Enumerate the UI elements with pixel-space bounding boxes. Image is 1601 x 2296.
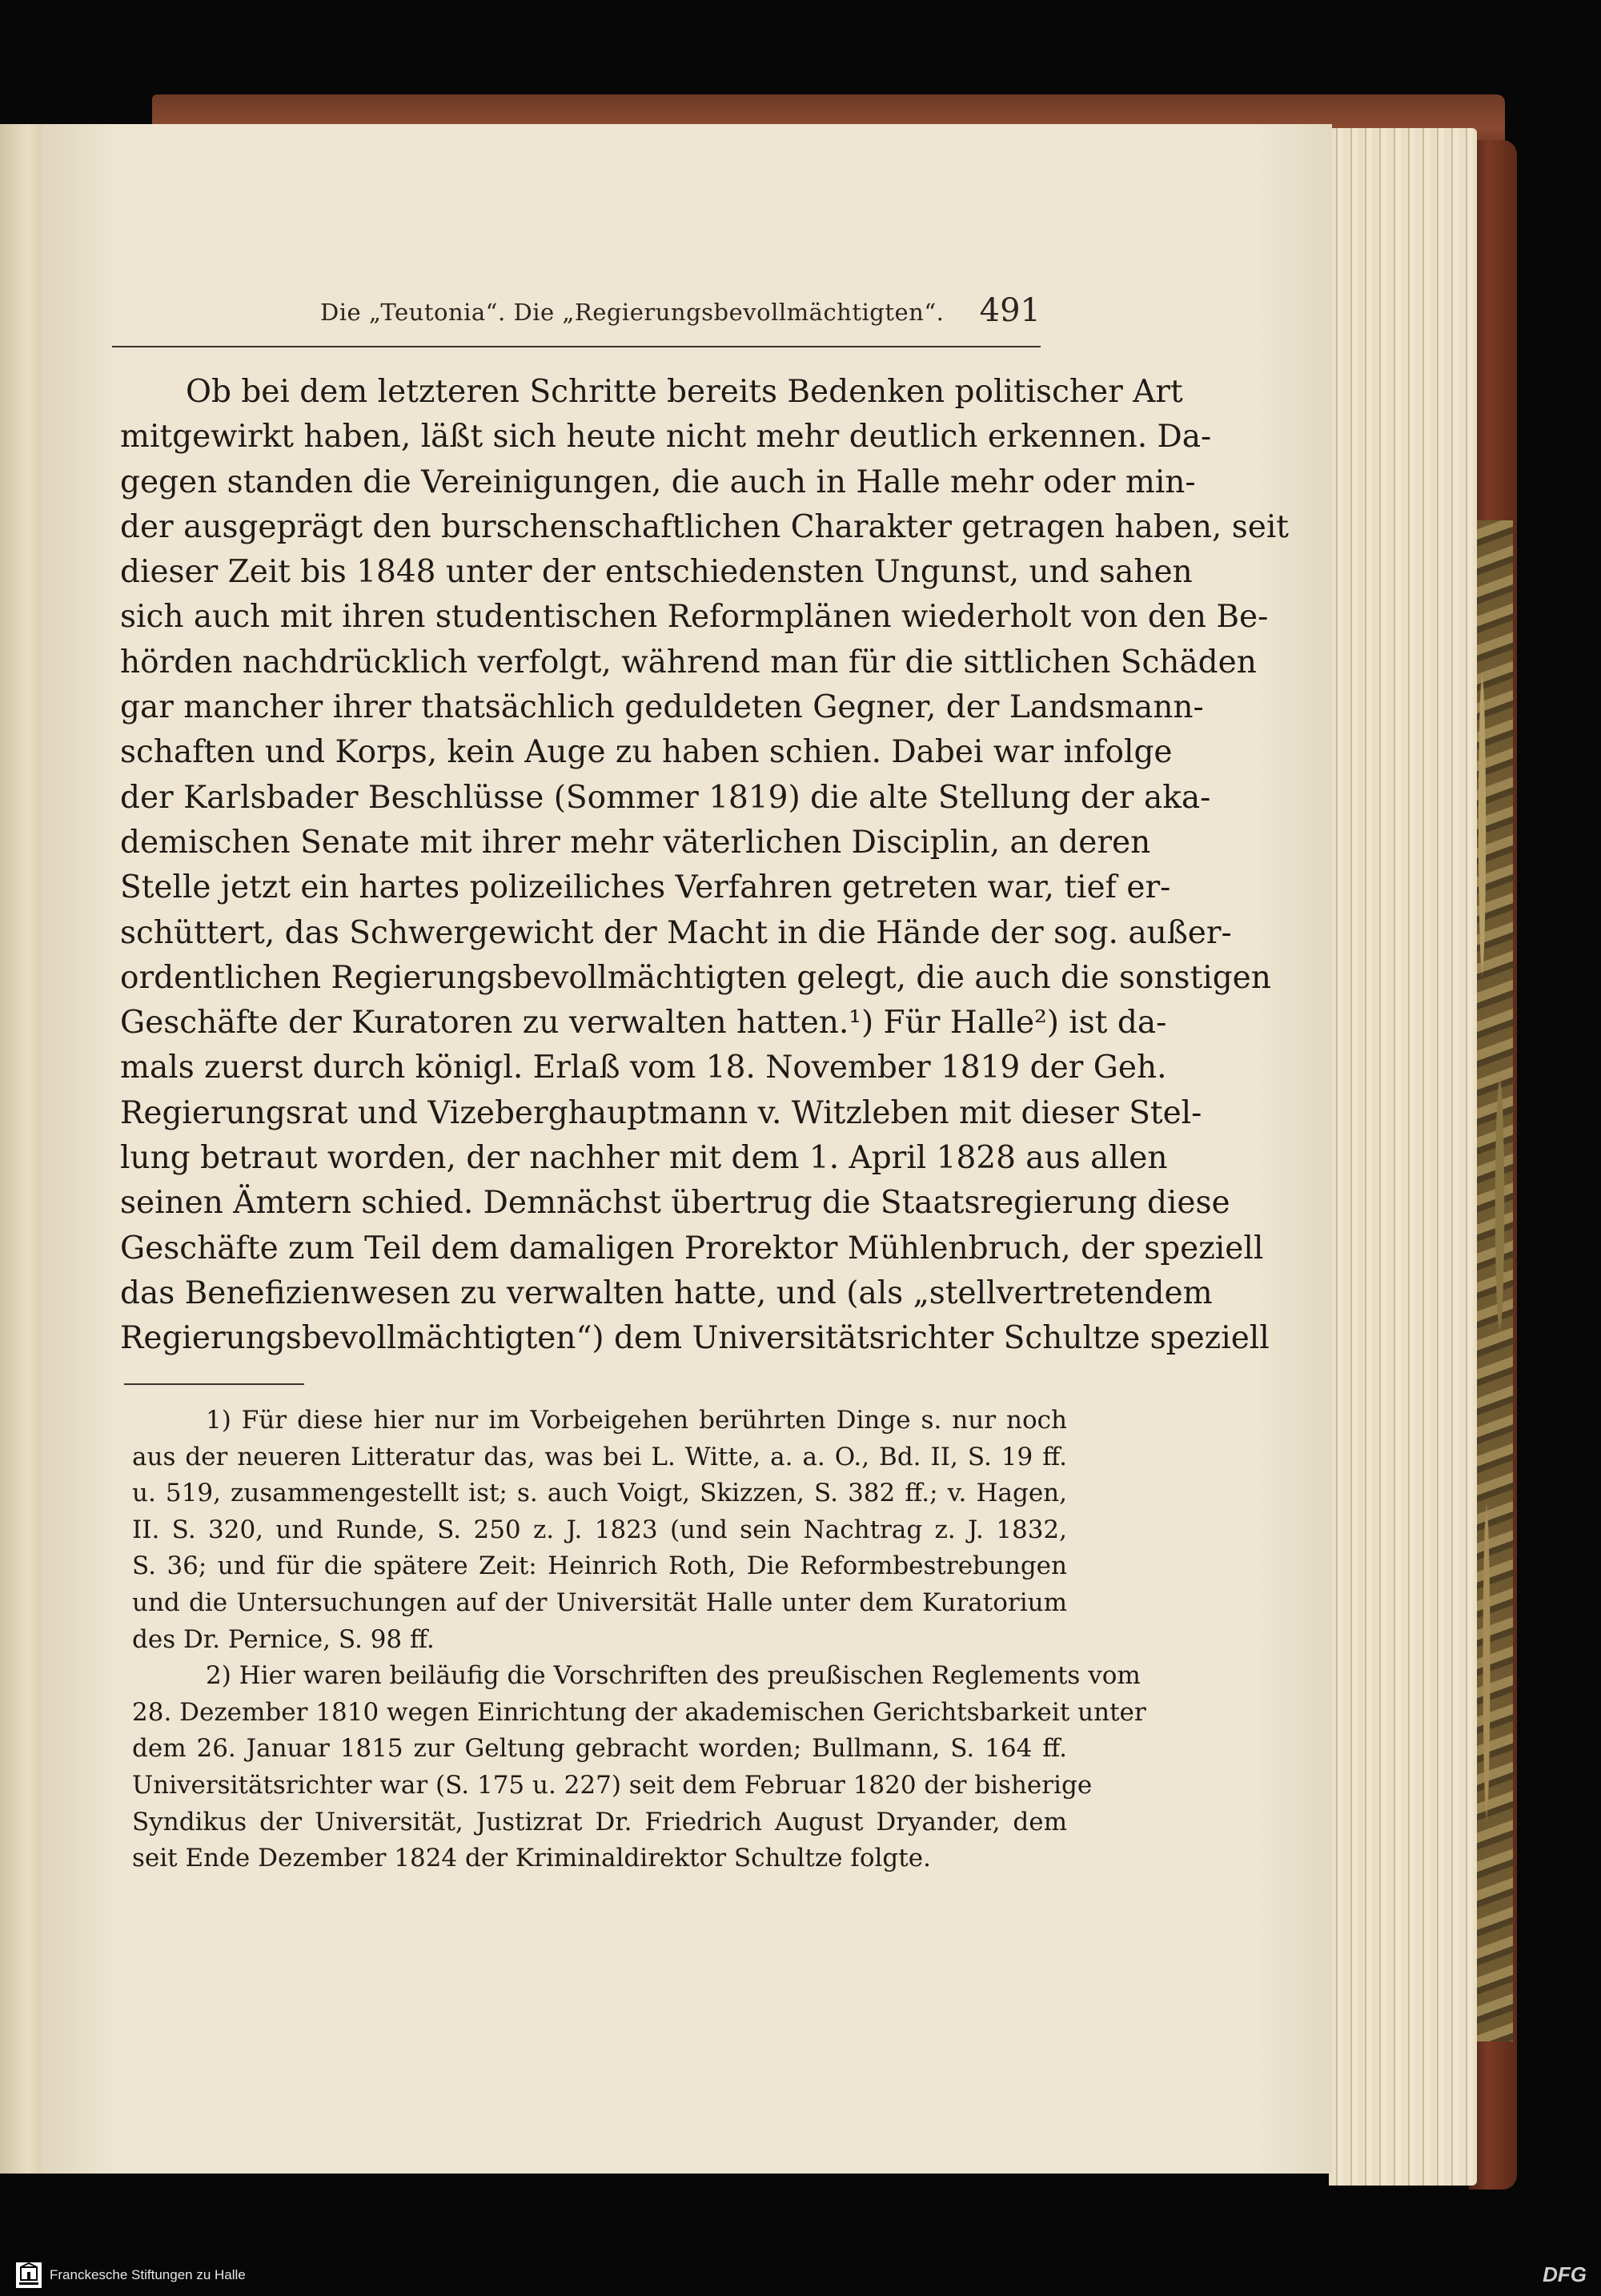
footer-bar: [0, 2256, 1601, 2296]
body-line: schaften und Korps, kein Auge zu haben schien. Dabei war infolge: [120, 734, 1173, 771]
body-line: Geschäfte der Kuratoren zu verwalten hatten.¹) Für Halle²) ist da-: [120, 1005, 1167, 1042]
body-line: gar mancher ihrer thatsächlich geduldeten Gegner, der Landsmann-: [120, 689, 1204, 726]
body-line: Regierungsrat und Vizeberghauptmann v. Witzleben mit dieser Stel-: [120, 1094, 1202, 1131]
body-line: schüttert, das Schwergewicht der Macht in die Hände der sog. außer-: [120, 914, 1232, 951]
footnote-line: u. 519, zusammengestellt ist; s. auch Voigt, Skizzen, S. 382 ff.; v. Hagen,: [132, 1479, 1067, 1508]
footer-institution: Franckesche Stiftungen zu Halle: [50, 2267, 246, 2282]
footnote-line: und die Untersuchungen auf der Universität Halle unter dem Kuratorium: [132, 1588, 1067, 1617]
body-line: der ausgeprägt den burschenschaftlichen Charakter getragen haben, seit: [120, 508, 1289, 545]
footnote-line: 28. Dezember 1810 wegen Einrichtung der akademischen Gerichtsbarkeit unter: [132, 1697, 1146, 1727]
footnote-line: 1) Für diese hier nur im Vorbeigehen berührten Dinge s. nur noch: [206, 1406, 1067, 1435]
body-line: mals zuerst durch königl. Erlaß vom 18. November 1819 der Geh.: [120, 1050, 1167, 1086]
body-line: das Benefizienwesen zu verwalten hatte, und (als „stellvertretendem: [120, 1274, 1213, 1311]
body-line: Ob bei dem letzteren Schritte bereits Bedenken politischer Art: [186, 374, 1183, 410]
body-line: Regierungsbevollmächtigten“) dem Universitätsrichter Schultze speziell: [120, 1320, 1270, 1357]
footnote-line: S. 36; und für die spätere Zeit: Heinrich Roth, Die Reformbestrebungen: [132, 1551, 1067, 1581]
body-line: gegen standen die Vereinigungen, die auch in Halle mehr oder min-: [120, 464, 1196, 500]
body-line: der Karlsbader Beschlüsse (Sommer 1819) die alte Stellung der aka-: [120, 779, 1211, 816]
running-head: [112, 292, 1041, 340]
dfg-logo: DFG: [1543, 2262, 1587, 2286]
running-head-title: Die „Teutonia“. Die „Regierungsbevollmächtigten“.: [320, 299, 945, 326]
page-block-edges: [1329, 128, 1477, 2186]
body-line: dieser Zeit bis 1848 unter der entschiedensten Ungunst, und sahen: [120, 554, 1193, 591]
body-line: demischen Senate mit ihrer mehr väterlichen Disciplin, an deren: [120, 824, 1151, 861]
page-number: 491: [979, 292, 1041, 329]
footnote-line: Syndikus der Universität, Justizrat Dr. Friedrich August Dryander, dem: [132, 1807, 1067, 1836]
body-text: [120, 370, 1289, 1362]
body-line: Geschäfte zum Teil dem damaligen Prorektor Mühlenbruch, der speziell: [120, 1230, 1264, 1266]
footnote-line: seit Ende Dezember 1824 der Kriminaldirektor Schultze folgte.: [132, 1844, 931, 1873]
footnote-line: des Dr. Pernice, S. 98 ff.: [132, 1624, 435, 1654]
body-line: mitgewirkt haben, läßt sich heute nicht mehr deutlich erkennen. Da-: [120, 419, 1212, 456]
footnote-rule: [124, 1383, 304, 1385]
body-line: seinen Ämtern schied. Demnächst übertrug die Staatsregierung diese: [120, 1185, 1230, 1222]
footnote-line: 2) Hier waren beiläufig die Vorschriften des preußischen Reglements vom: [206, 1661, 1141, 1691]
body-line: Stelle jetzt ein hartes polizeiliches Verfahren getreten war, tief er-: [120, 869, 1171, 906]
francke-foundation-logo-icon: [14, 2261, 43, 2290]
body-line: sich auch mit ihren studentischen Reformplänen wiederholt von den Be-: [120, 599, 1269, 636]
previous-page-edge: [0, 124, 46, 2174]
header-rule: [112, 346, 1041, 347]
body-line: lung betraut worden, der nachher mit dem 1. April 1828 aus allen: [120, 1140, 1168, 1177]
footnote-line: aus der neueren Litteratur das, was bei L. Witte, a. a. O., Bd. II, S. 19 ff.: [132, 1442, 1067, 1471]
footnote-line: Universitätsrichter war (S. 175 u. 227) seit dem Februar 1820 der bisherige: [132, 1770, 1093, 1800]
footnote-line: II. S. 320, und Runde, S. 250 z. J. 1823 (und sein Nachtrag z. J. 1832,: [132, 1515, 1067, 1544]
body-line: ordentlichen Regierungsbevollmächtigten gelegt, die auch die sonstigen: [120, 959, 1271, 996]
body-line: hörden nachdrücklich verfolgt, während man für die sittlichen Schäden: [120, 644, 1257, 680]
footnotes: [132, 1403, 1146, 1877]
footnote-line: dem 26. Januar 1815 zur Geltung gebracht worden; Bullmann, S. 164 ff.: [132, 1734, 1067, 1764]
